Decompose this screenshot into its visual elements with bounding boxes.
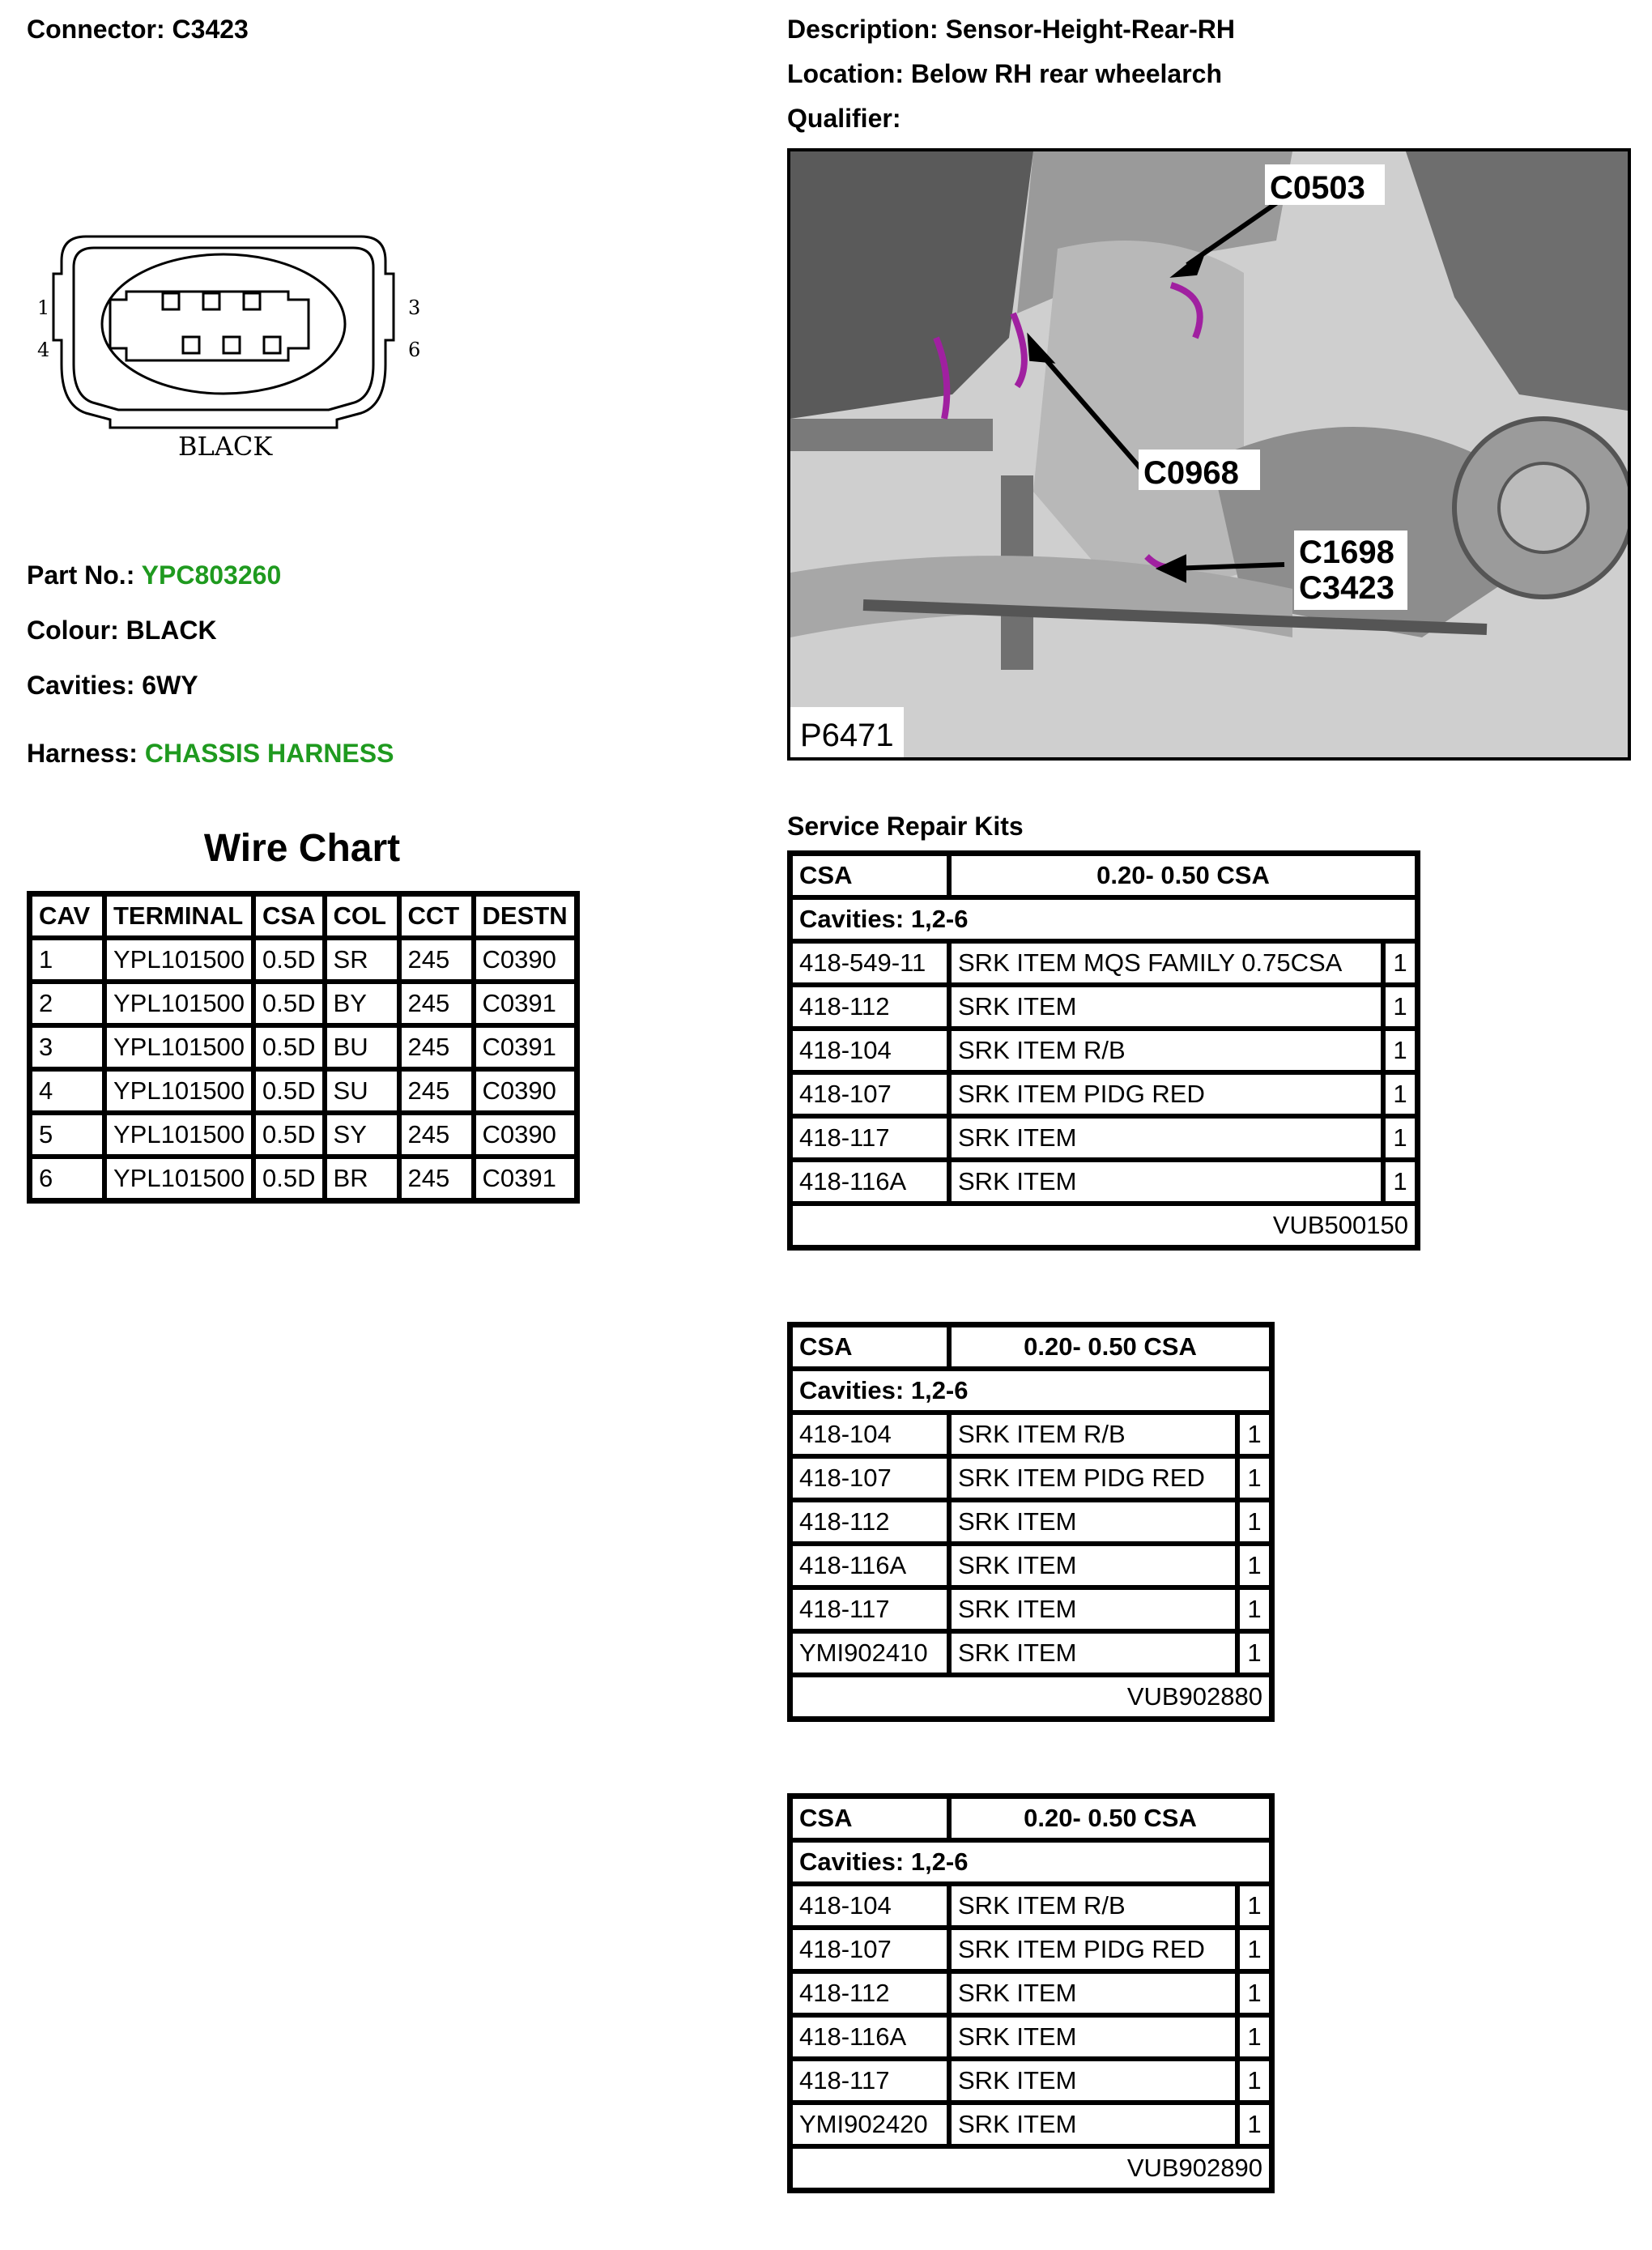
wire-chart-header-row — [30, 894, 577, 938]
wire-chart-cell: C0391 — [474, 982, 577, 1025]
wire-chart-cell: C0390 — [474, 1113, 577, 1157]
wire-chart-cell: 4 — [30, 1069, 104, 1113]
kit-csa-value: 0.20- 0.50 CSA — [949, 854, 1417, 897]
kit-cavities-row — [790, 1369, 1271, 1413]
kit-item-quantity: 1 — [1237, 2015, 1271, 2059]
part-number-value: YPC803260 — [141, 560, 282, 590]
kit-item-part: 418-117 — [790, 1116, 949, 1160]
wire-chart-cell: 245 — [399, 1157, 474, 1200]
kit-number-row — [790, 1204, 1417, 1247]
location: Location: Below RH rear wheelarch — [787, 59, 1223, 88]
wire-chart-cell: SR — [325, 938, 399, 982]
kit-item-description: SRK ITEM R/B — [949, 1413, 1237, 1456]
wire-chart-table — [27, 891, 580, 1204]
kit-item-part: 418-104 — [790, 1029, 949, 1072]
wire-chart-cell: 6 — [30, 1157, 104, 1200]
wire-chart-title: Wire Chart — [203, 827, 401, 870]
kit-item-description: SRK ITEM — [949, 2015, 1237, 2059]
part-number-label: Part No.: — [27, 560, 135, 590]
wire-chart-cell: 5 — [30, 1113, 104, 1157]
wire-chart-cell: BU — [325, 1025, 399, 1069]
wire-chart-cell: YPL101500 — [104, 1025, 253, 1069]
kit-item-row — [790, 1884, 1271, 1928]
kit-csa-row — [790, 1796, 1271, 1840]
kit-item-row — [790, 2103, 1271, 2146]
wire-chart-cell: C0391 — [474, 1157, 577, 1200]
location-photo — [787, 148, 1631, 761]
kit-item-quantity: 1 — [1237, 2059, 1271, 2103]
kit-item-row — [790, 1971, 1271, 2015]
kit-item-row — [790, 1928, 1271, 1971]
kit-item-row — [790, 2059, 1271, 2103]
cavities: Cavities: 6WY — [27, 671, 198, 700]
qualifier: Qualifier: — [787, 104, 901, 133]
wire-chart-cell: YPL101500 — [104, 1113, 253, 1157]
kit-item-part: 418-117 — [790, 2059, 949, 2103]
kit-number: VUB500150 — [790, 1204, 1417, 1247]
kit-item-row — [790, 941, 1417, 985]
kit-cavities-row — [790, 897, 1417, 941]
kit-item-part: 418-116A — [790, 2015, 949, 2059]
wire-chart-row — [30, 982, 577, 1025]
wire-chart-cell: 0.5D — [253, 1069, 324, 1113]
wire-chart-row — [30, 938, 577, 982]
kit-item-description: SRK ITEM PIDG RED — [949, 1072, 1383, 1116]
kit-item-part: 418-112 — [790, 985, 949, 1029]
kit-item-row — [790, 1587, 1271, 1631]
kit-item-part: 418-112 — [790, 1500, 949, 1544]
wire-chart-cell: 245 — [399, 1113, 474, 1157]
kit-number: VUB902880 — [790, 1675, 1271, 1719]
kit-cavities: Cavities: 1,2-6 — [790, 1840, 1271, 1884]
wire-chart-cell: BY — [325, 982, 399, 1025]
pin-label: 4 — [37, 339, 50, 361]
kit-item-quantity: 1 — [1237, 1631, 1271, 1675]
kit-cavities-row — [790, 1840, 1271, 1884]
kit-item-description: SRK ITEM PIDG RED — [949, 1456, 1237, 1500]
colour: Colour: BLACK — [27, 616, 217, 645]
kit-item-quantity: 1 — [1237, 1971, 1271, 2015]
pin-label: 1 — [37, 296, 50, 319]
header-destn: DESTN — [474, 894, 577, 938]
kit-item-description: SRK ITEM MQS FAMILY 0.75CSA — [949, 941, 1383, 985]
part-number — [27, 559, 281, 591]
connector-colour-label: BLACK — [178, 431, 273, 462]
harness — [27, 737, 394, 769]
wire-chart-cell: 1 — [30, 938, 104, 982]
header-csa: CSA — [253, 894, 324, 938]
kit-item-quantity: 1 — [1383, 985, 1417, 1029]
wire-chart-cell: 245 — [399, 1069, 474, 1113]
kit-item-row — [790, 1500, 1271, 1544]
wire-chart-cell: YPL101500 — [104, 938, 253, 982]
kit-item-part: 418-107 — [790, 1456, 949, 1500]
kit-item-quantity: 1 — [1383, 1116, 1417, 1160]
kit-item-row — [790, 1544, 1271, 1587]
kit-item-part: 418-104 — [790, 1884, 949, 1928]
header-col: COL — [325, 894, 399, 938]
wire-chart-cell: 2 — [30, 982, 104, 1025]
wire-chart-cell: 245 — [399, 982, 474, 1025]
kit-item-description: SRK ITEM — [949, 2059, 1237, 2103]
photo-label: C0968 — [1143, 455, 1239, 491]
vehicle-underside-image — [790, 151, 1628, 757]
harness-label: Harness: — [27, 739, 138, 768]
kit-cavities: Cavities: 1,2-6 — [790, 1369, 1271, 1413]
kit-item-row — [790, 985, 1417, 1029]
header-cct: CCT — [399, 894, 474, 938]
kit-item-description: SRK ITEM — [949, 1500, 1237, 1544]
kit-item-description: SRK ITEM — [949, 1971, 1237, 2015]
connector-id: Connector: C3423 — [27, 15, 249, 44]
wire-chart-cell: SY — [325, 1113, 399, 1157]
pin-label: 3 — [408, 296, 421, 319]
wire-chart-row — [30, 1069, 577, 1113]
kit-item-quantity: 1 — [1237, 1413, 1271, 1456]
wire-chart-cell: 0.5D — [253, 982, 324, 1025]
repair-kit-table — [787, 1322, 1275, 1722]
kit-item-part: 418-107 — [790, 1928, 949, 1971]
wire-chart-cell: 0.5D — [253, 1113, 324, 1157]
kit-item-part: 418-116A — [790, 1160, 949, 1204]
kit-item-quantity: 1 — [1237, 1884, 1271, 1928]
repair-kit-table — [787, 1793, 1275, 2193]
kit-csa-label: CSA — [790, 1796, 949, 1840]
header-terminal: TERMINAL — [104, 894, 253, 938]
wire-chart-cell: C0391 — [474, 1025, 577, 1069]
kit-item-row — [790, 1413, 1271, 1456]
kit-item-row — [790, 1456, 1271, 1500]
wire-chart-cell: YPL101500 — [104, 982, 253, 1025]
kit-item-row — [790, 1631, 1271, 1675]
kit-csa-label: CSA — [790, 1325, 949, 1369]
kit-number-row — [790, 1675, 1271, 1719]
kit-item-description: SRK ITEM — [949, 1116, 1383, 1160]
kit-item-description: SRK ITEM R/B — [949, 1884, 1237, 1928]
kit-number-row — [790, 2146, 1271, 2190]
kit-item-row — [790, 1160, 1417, 1204]
kit-item-quantity: 1 — [1237, 1928, 1271, 1971]
kit-item-part: 418-112 — [790, 1971, 949, 2015]
wire-chart-cell: 0.5D — [253, 1157, 324, 1200]
wire-chart-cell: YPL101500 — [104, 1157, 253, 1200]
wire-chart-row — [30, 1113, 577, 1157]
kit-csa-row — [790, 1325, 1271, 1369]
photo-label: C0503 — [1270, 170, 1365, 206]
kit-item-description: SRK ITEM — [949, 1544, 1237, 1587]
kit-item-quantity: 1 — [1237, 1500, 1271, 1544]
kit-item-quantity: 1 — [1237, 1456, 1271, 1500]
kit-number: VUB902890 — [790, 2146, 1271, 2190]
connector-outline-icon — [29, 219, 434, 478]
wire-chart-row — [30, 1157, 577, 1200]
pin-label: 6 — [408, 339, 421, 361]
kit-item-row — [790, 1072, 1417, 1116]
photo-label: C3423 — [1299, 570, 1394, 606]
kit-item-part: 418-104 — [790, 1413, 949, 1456]
kit-csa-value: 0.20- 0.50 CSA — [949, 1325, 1271, 1369]
kit-item-part: YMI902410 — [790, 1631, 949, 1675]
wire-chart-cell: 0.5D — [253, 938, 324, 982]
kit-item-part: 418-117 — [790, 1587, 949, 1631]
repair-kit-table — [787, 850, 1420, 1251]
wire-chart-cell: 245 — [399, 1025, 474, 1069]
kit-item-quantity: 1 — [1237, 1587, 1271, 1631]
wire-chart-cell: 3 — [30, 1025, 104, 1069]
wire-chart-row — [30, 1025, 577, 1069]
kit-item-description: SRK ITEM — [949, 2103, 1237, 2146]
connector-face-drawing — [29, 219, 434, 478]
kit-cavities: Cavities: 1,2-6 — [790, 897, 1417, 941]
wire-chart-cell: YPL101500 — [104, 1069, 253, 1113]
kit-item-description: SRK ITEM — [949, 985, 1383, 1029]
wire-chart-cell: BR — [325, 1157, 399, 1200]
wire-chart-cell: 0.5D — [253, 1025, 324, 1069]
kit-csa-row — [790, 854, 1417, 897]
kit-item-description: SRK ITEM PIDG RED — [949, 1928, 1237, 1971]
kit-item-row — [790, 1029, 1417, 1072]
kit-item-quantity: 1 — [1383, 1029, 1417, 1072]
kit-item-row — [790, 1116, 1417, 1160]
kit-item-part: 418-549-11 — [790, 941, 949, 985]
kit-item-part: YMI902420 — [790, 2103, 949, 2146]
photo-label: C1698 — [1299, 535, 1394, 570]
wire-chart-cell: SU — [325, 1069, 399, 1113]
kit-csa-value: 0.20- 0.50 CSA — [949, 1796, 1271, 1840]
kit-item-row — [790, 2015, 1271, 2059]
kit-item-part: 418-107 — [790, 1072, 949, 1116]
description: Description: Sensor-Height-Rear-RH — [787, 15, 1235, 44]
kit-item-description: SRK ITEM — [949, 1587, 1237, 1631]
wire-chart-cell: C0390 — [474, 1069, 577, 1113]
harness-value: CHASSIS HARNESS — [144, 739, 394, 768]
header-cav: CAV — [30, 894, 104, 938]
wire-chart-cell: C0390 — [474, 938, 577, 982]
kit-item-quantity: 1 — [1383, 1160, 1417, 1204]
kit-item-description: SRK ITEM — [949, 1631, 1237, 1675]
kit-item-quantity: 1 — [1237, 2103, 1271, 2146]
kit-item-quantity: 1 — [1237, 1544, 1271, 1587]
wire-chart-cell: 245 — [399, 938, 474, 982]
service-repair-kits-title: Service Repair Kits — [787, 812, 1024, 841]
kit-item-quantity: 1 — [1383, 1072, 1417, 1116]
kit-item-description: SRK ITEM — [949, 1160, 1383, 1204]
kit-item-part: 418-116A — [790, 1544, 949, 1587]
photo-reference: P6471 — [800, 718, 894, 753]
kit-csa-label: CSA — [790, 854, 949, 897]
kit-item-description: SRK ITEM R/B — [949, 1029, 1383, 1072]
kit-item-quantity: 1 — [1383, 941, 1417, 985]
